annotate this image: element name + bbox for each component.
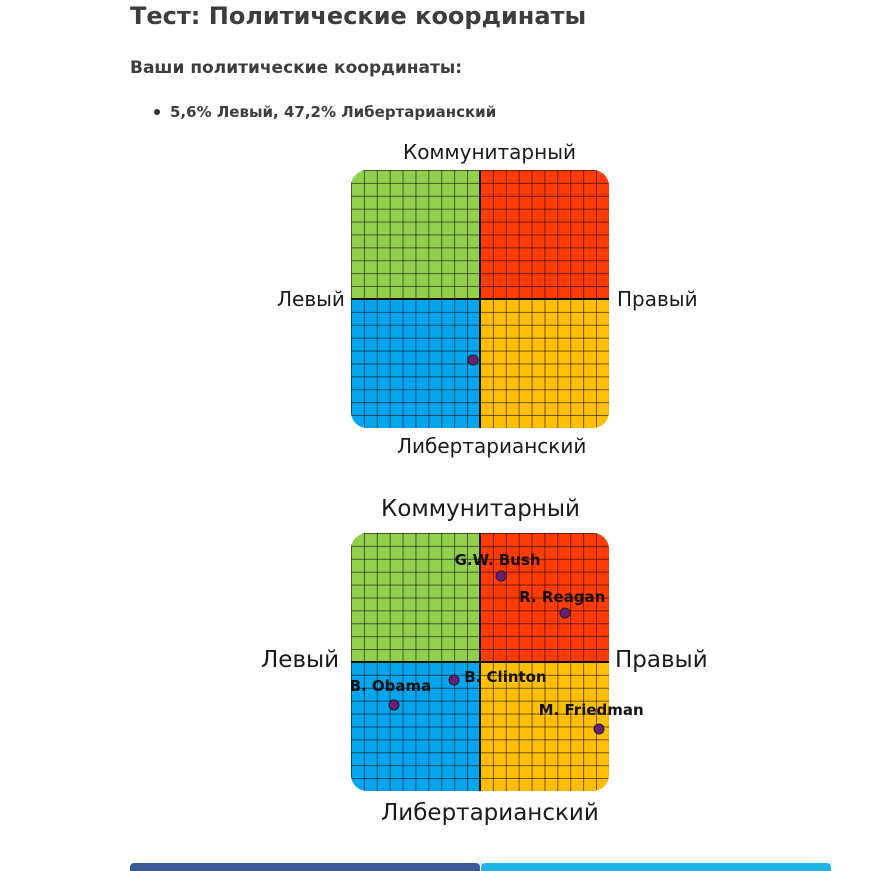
page-title: Тест: Политические координаты: [130, 2, 587, 30]
reference-point-marker: [560, 607, 571, 618]
results-list: [170, 103, 496, 121]
reference-point-marker: [593, 724, 604, 735]
axis-right-label: Правый: [615, 647, 708, 673]
horizontal-axis: [351, 661, 609, 663]
reference-point-label: B. Clinton: [464, 668, 547, 687]
reference-point-marker: [495, 570, 506, 581]
axis-bottom-label: Либертарианский: [397, 434, 587, 458]
reference-point-marker: [449, 675, 460, 686]
compass-grid: [351, 533, 609, 791]
reference-point-marker: [388, 699, 399, 710]
reference-point-label: G.W. Bush: [454, 550, 541, 569]
horizontal-axis: [351, 298, 609, 300]
user-position-marker: [467, 354, 478, 365]
reference-point-label: B. Obama: [349, 676, 432, 695]
quadrant-libertarian-left: [351, 299, 480, 428]
axis-bottom-label: Либертарианский: [381, 800, 599, 826]
result-item: [170, 103, 496, 121]
axis-left-label: Левый: [277, 287, 345, 311]
reference-point-label: R. Reagan: [519, 587, 606, 606]
axis-left-label: Левый: [261, 647, 340, 673]
quadrant-libertarian-right: [480, 299, 609, 428]
axis-top-label: Коммунитарный: [381, 496, 580, 522]
quadrant-authoritarian-right: [480, 170, 609, 299]
compass-grid: [351, 170, 609, 428]
axis-top-label: Коммунитарный: [403, 140, 576, 164]
reference-point-label: M. Friedman: [538, 701, 644, 720]
bullet-icon: [154, 109, 160, 115]
results-heading: Ваши политические координаты:: [130, 58, 462, 78]
share-twitter-button[interactable]: [481, 863, 831, 871]
axis-right-label: Правый: [617, 287, 698, 311]
result-text: 5,6% Левый, 47,2% Либертарианский: [170, 103, 497, 121]
quadrant-authoritarian-left: [351, 170, 480, 299]
share-facebook-button[interactable]: [130, 863, 480, 871]
